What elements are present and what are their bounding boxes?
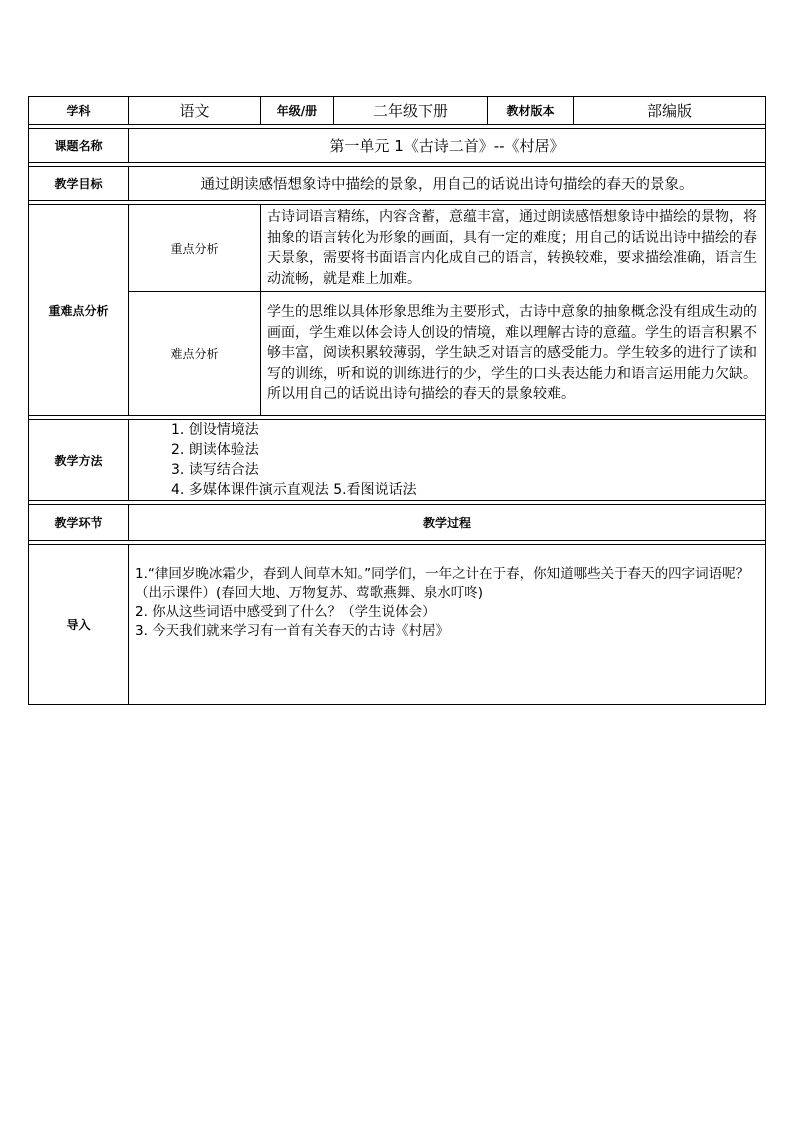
goal-label: 教学目标 (29, 167, 129, 201)
grade-label: 年级/册 (261, 97, 334, 125)
subject-value: 语文 (129, 97, 261, 125)
methods-list (129, 420, 765, 500)
methods-cell (129, 420, 766, 501)
method-item: 3. 读写结合法 (171, 462, 259, 478)
method-item: 4. 多媒体课件演示直观法 5.看图说话法 (171, 482, 417, 498)
key-point-label: 重点分析 (129, 205, 261, 292)
intro-line: （出示课件）(春回大地、万物复苏、莺歌燕舞、泉水叮咚) (135, 585, 484, 601)
goal-text: 通过朗读感悟想象诗中描绘的景象，用自己的话说出诗句描绘的春天的景象。 (129, 167, 766, 201)
method-item: 2. 朗读体验法 (171, 442, 259, 458)
goal-row (29, 167, 766, 201)
lesson-label: 课题名称 (29, 129, 129, 163)
lesson-plan-table (28, 96, 766, 705)
process-title: 教学过程 (129, 505, 766, 541)
intro-line: 3. 今天我们就来学习有一首有关春天的古诗《村居》 (135, 623, 450, 639)
intro-row (29, 545, 766, 705)
lesson-row (29, 129, 766, 163)
header-row (29, 97, 766, 125)
process-row (29, 505, 766, 541)
intro-line: 1.“律回岁晚冰霜少，春到人间草木知。”同学们，一年之计在于春，你知道哪些关于春天的四字词语呢？ (135, 566, 750, 582)
edition-label: 教材版本 (488, 97, 574, 125)
hard-point-text: 学生的思维以具体形象思维为主要形式，古诗中意象的抽象概念没有组成生动的画面，学生难以体会诗人创设的情境，难以理解古诗的意蕴。学生的语言积累不够丰富，阅读积累较薄弱，学生缺乏对语言的感受能力。学生较多的进行了读和写的训练，听和说的训练进行的少，学生的口头表达能力和语言运用能力欠缺。所以用自己的话说出诗句描绘的春天的景象较难。 (261, 292, 766, 416)
method-item: 1. 创设情境法 (171, 422, 259, 438)
process-label: 教学环节 (29, 505, 129, 541)
intro-label: 导入 (29, 545, 129, 705)
intro-line: 2. 你从这些词语中感受到了什么？（学生说体会） (135, 604, 436, 620)
subject-label: 学科 (29, 97, 129, 125)
methods-row (29, 420, 766, 501)
edition-value: 部编版 (574, 97, 766, 125)
intro-content (129, 545, 766, 705)
hard-point-row (29, 292, 766, 416)
key-point-text: 古诗词语言精练，内容含蓄，意蕴丰富，通过朗读感悟想象诗中描绘的景物，将抽象的语言转化为形象的画面，具有一定的难度；用自己的话说出诗中描绘的春天景象，需要将书面语言内化成自己的语言，转换较难，要求描绘准确，语言生动流畅，就是难上加难。 (261, 205, 766, 292)
difficulty-label: 重难点分析 (29, 205, 129, 416)
methods-label: 教学方法 (29, 420, 129, 501)
grade-value: 二年级下册 (334, 97, 488, 125)
key-point-row (29, 205, 766, 292)
hard-point-label: 难点分析 (129, 292, 261, 416)
lesson-title: 第一单元 1《古诗二首》--《村居》 (129, 129, 766, 163)
